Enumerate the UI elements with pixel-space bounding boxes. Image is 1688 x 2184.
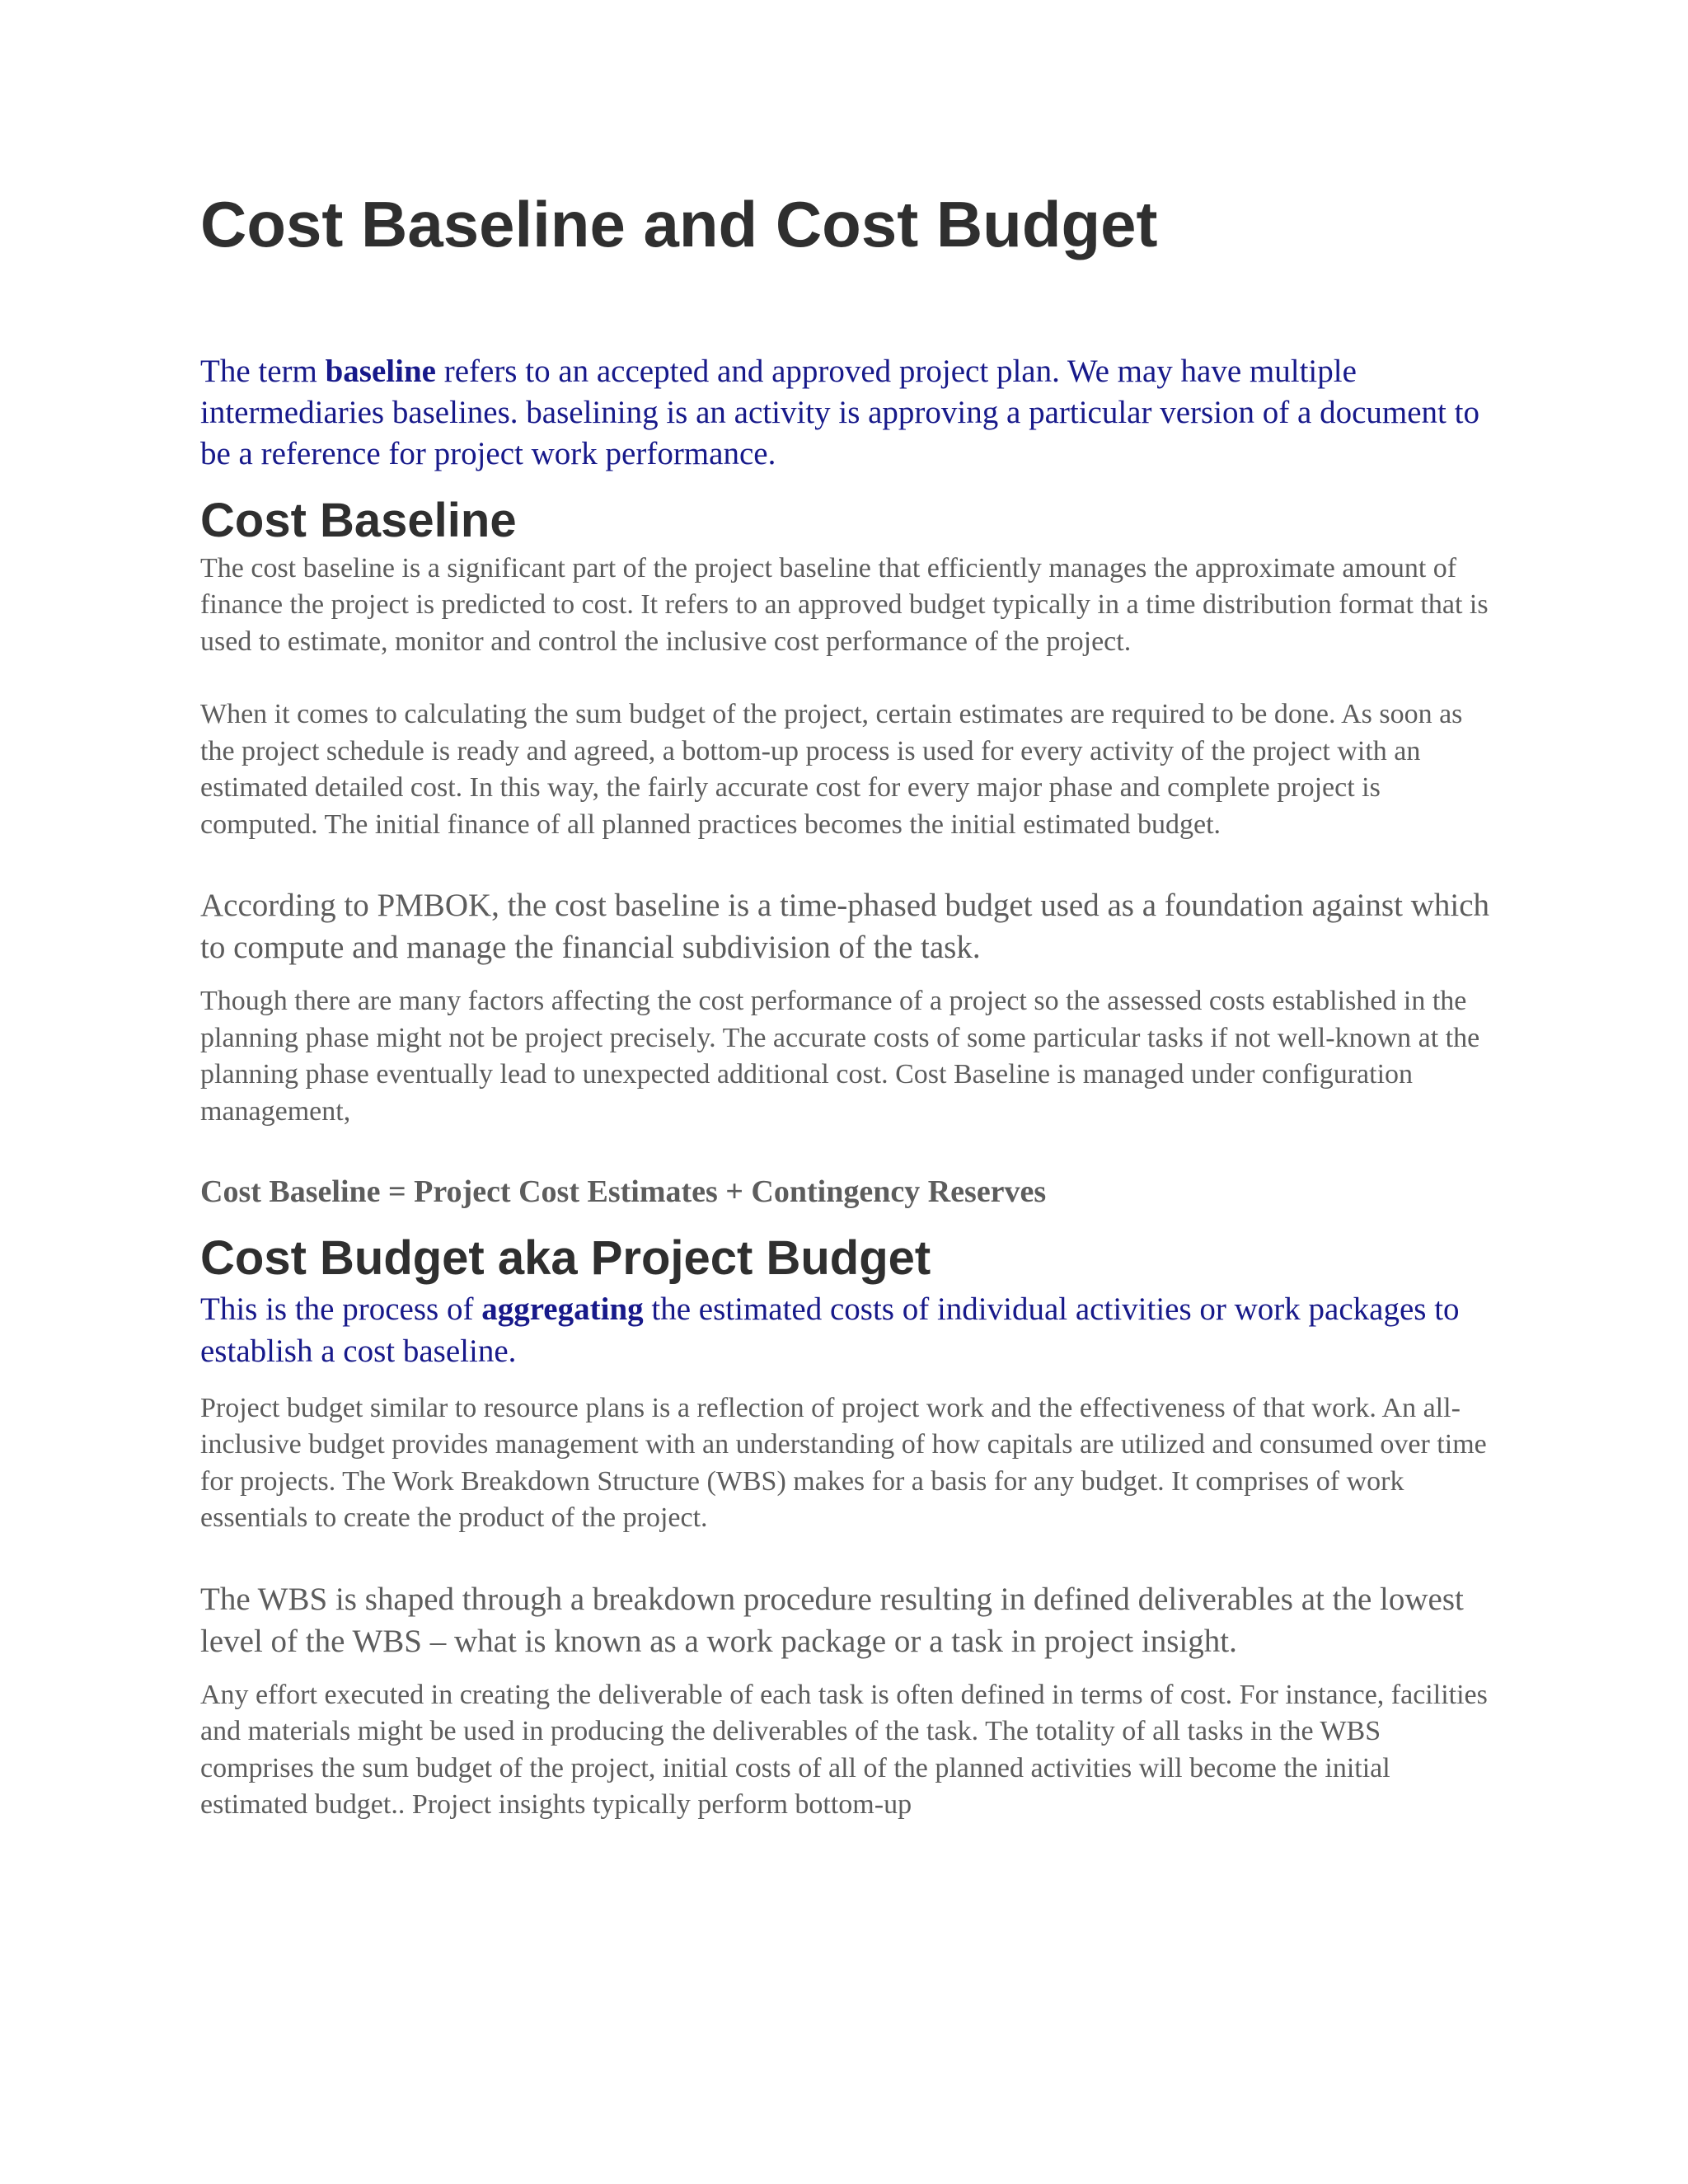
intro-paragraph [200,351,1494,475]
baseline-term: baseline [325,353,436,389]
cost-budget-paragraph-1: Project budget similar to resource plans is a reflection of project work and the effectiveness of that work. An all-inclusive budget provides management with an understanding of how capitals are utilized and consumed over time for projects. The Work Breakdown Structure (WBS) makes for a basis for any budget. It comprises of work essentials to create the product of the project. [200,1392,1487,1534]
lead-suffix: the estimated costs of individual activities or work packages to establish a cost baseline. [200,1291,1460,1369]
cost-baseline-formula: Cost Baseline = Project Cost Estimates + Contingency Reserves [200,1174,1047,1210]
cost-budget-heading: Cost Budget aka Project Budget [200,1231,931,1286]
aggregating-term: aggregating [481,1291,644,1327]
cost-baseline-paragraph-2: When it comes to calculating the sum budget of the project, certain estimates are required to be done. As soon as the project schedule is ready and agreed, a bottom-up process is used for every activity of the project with an estimated detailed cost. In this way, the fairly accurate cost for every major phase and complete project is computed. The initial finance of all planned practices becomes the initial estimated budget. [200,699,1463,840]
lead-prefix: This is the process of [200,1291,482,1327]
cost-baseline-paragraph-4: Though there are many factors affecting the cost performance of a project so the assessed costs established in the planning phase might not be project precisely. The accurate costs of some particular tasks if not well-known at the planning phase eventually lead to unexpected additional cost. Cost Baseline is managed under configuration management, [200,986,1480,1127]
document-body [200,190,1494,1824]
cost-baseline-paragraph-1: The cost baseline is a significant part of the project baseline that efficiently manages the approximate amount of finance the project is predicted to cost. It refers to an approved budget typically in a time distribution format that is used to estimate, monitor and control the inclusive cost performance of the project. [200,552,1489,657]
intro-prefix: The term [200,353,326,389]
cost-budget-lead [200,1288,1494,1372]
pmbok-paragraph: According to PMBOK, the cost baseline is a time-phased budget used as a foundation against which to compute and manage the financial subdivision of the task. [200,888,1489,966]
cost-budget-paragraph-3: Any effort executed in creating the deliverable of each task is often defined in terms of cost. For instance, facilities and materials might be used in producing the deliverables of the task. The totality of all tasks in the WBS comprises the sum budget of the project, initial costs of all of the planned activities will become the initial estimated budget.. Project insights typically perform bottom-up [200,1679,1488,1821]
cost-baseline-heading: Cost Baseline [200,493,517,547]
intro-suffix: refers to an accepted and approved project plan. We may have multiple intermediaries baselines. baselining is an activity is approving a particular version of a document to be a reference for project work performance. [200,353,1479,471]
wbs-paragraph: The WBS is shaped through a breakdown procedure resulting in defined deliverables at the lowest level of the WBS – what is known as a work package or a task in project insight. [200,1581,1464,1659]
page-title: Cost Baseline and Cost Budget [200,188,1158,260]
